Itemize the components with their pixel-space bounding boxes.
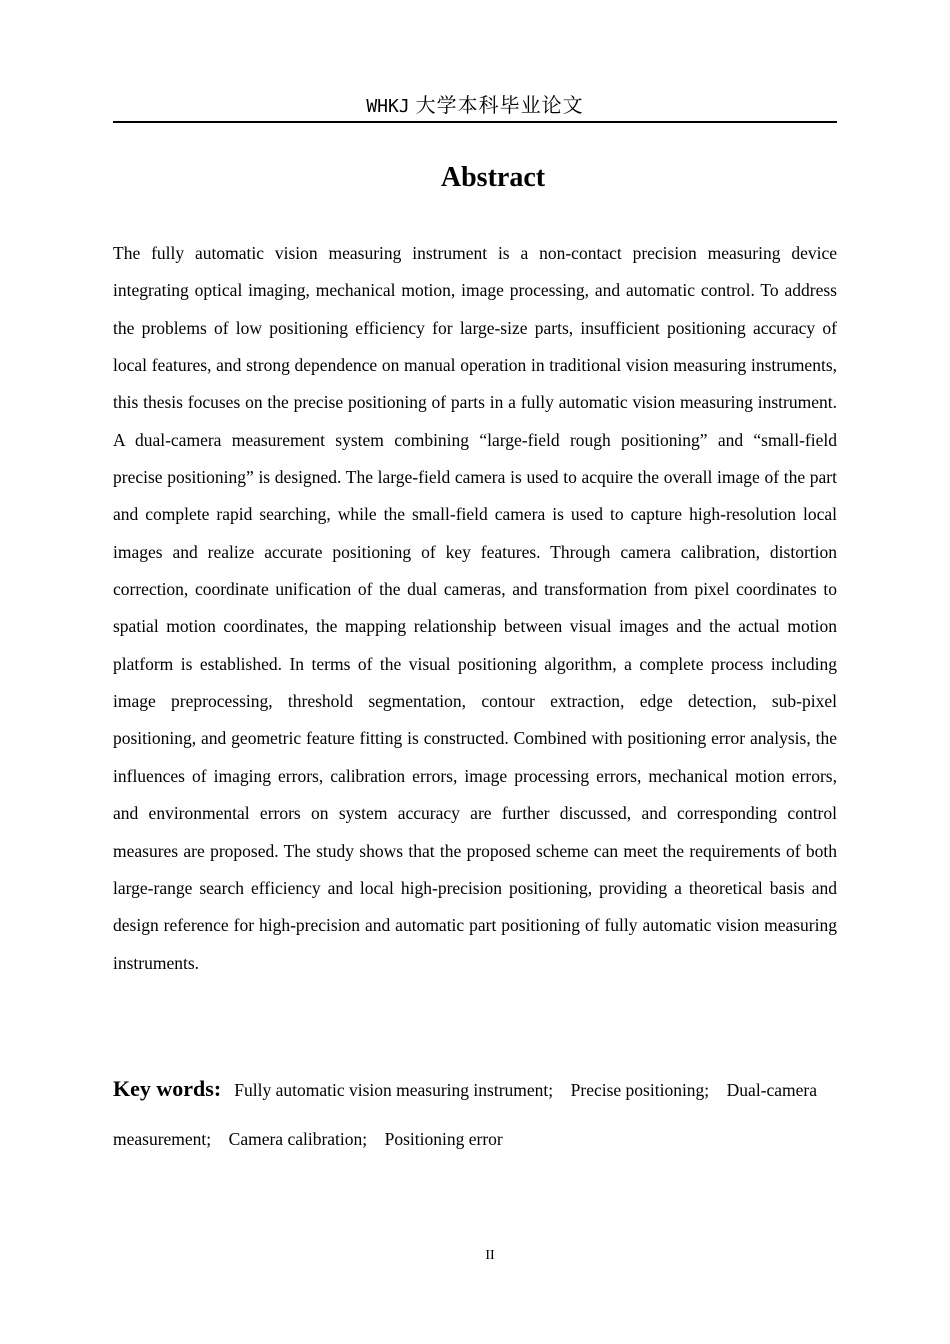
keyword-item: Positioning error [384,1129,503,1149]
page-number: II [485,1248,495,1263]
running-header [113,92,837,121]
keyword-item: Precise positioning; [570,1080,710,1100]
keyword-item: Dual-camera measurement; [113,1080,818,1149]
header-university-code: WHKJ [366,96,410,117]
page-title: Abstract [440,162,546,193]
abstract-body: The fully automatic vision measuring instrument is a non-contact precision measuring device integrating optical imaging, mechanical motion, image processing, and automatic control. To address the problems of low positioning efficiency for large-size parts, insufficient positioning accuracy of local features, and strong dependence on manual operation in traditional vision measuring instruments, this thesis focuses on the precise positioning of parts in a fully automatic vision measuring instrument. A dual-camera measurement system combining “large-field rough positioning” and “small-field precise positioning” is designed. The large-field camera is used to acquire the overall image of the part and complete rapid searching, while the small-field camera is used to capture high-resolution local images and realize accurate positioning of key features. Through camera calibration, distortion correction, coordinate unification of the dual cameras, and transformation from pixel coordinates to spatial motion coordinates, the mapping relationship between visual images and the actual motion platform is established. In terms of the visual positioning algorithm, a complete process including image preprocessing, threshold segmentation, contour extraction, edge detection, sub-pixel positioning, and geometric feature fitting is constructed. Combined with positioning error analysis, the influences of imaging errors, calibration errors, image processing errors, mechanical motion errors, and environmental errors on system accuracy are further discussed, and corresponding control measures are proposed. The study shows that the proposed scheme can meet the requirements of both large-range search efficiency and local high-precision positioning, providing a theoretical basis and design reference for high-precision and automatic part positioning of fully automatic vision measuring instruments. [113,243,837,973]
keyword-item: Camera calibration; [228,1129,368,1149]
header-rule [113,121,837,123]
keywords-paragraph [113,1064,837,1164]
header-chinese-title: 大学本科毕业论文 [415,95,584,117]
keyword-item: Fully automatic vision measuring instrument; [234,1080,554,1100]
keywords-label: Key words: [113,1076,222,1101]
